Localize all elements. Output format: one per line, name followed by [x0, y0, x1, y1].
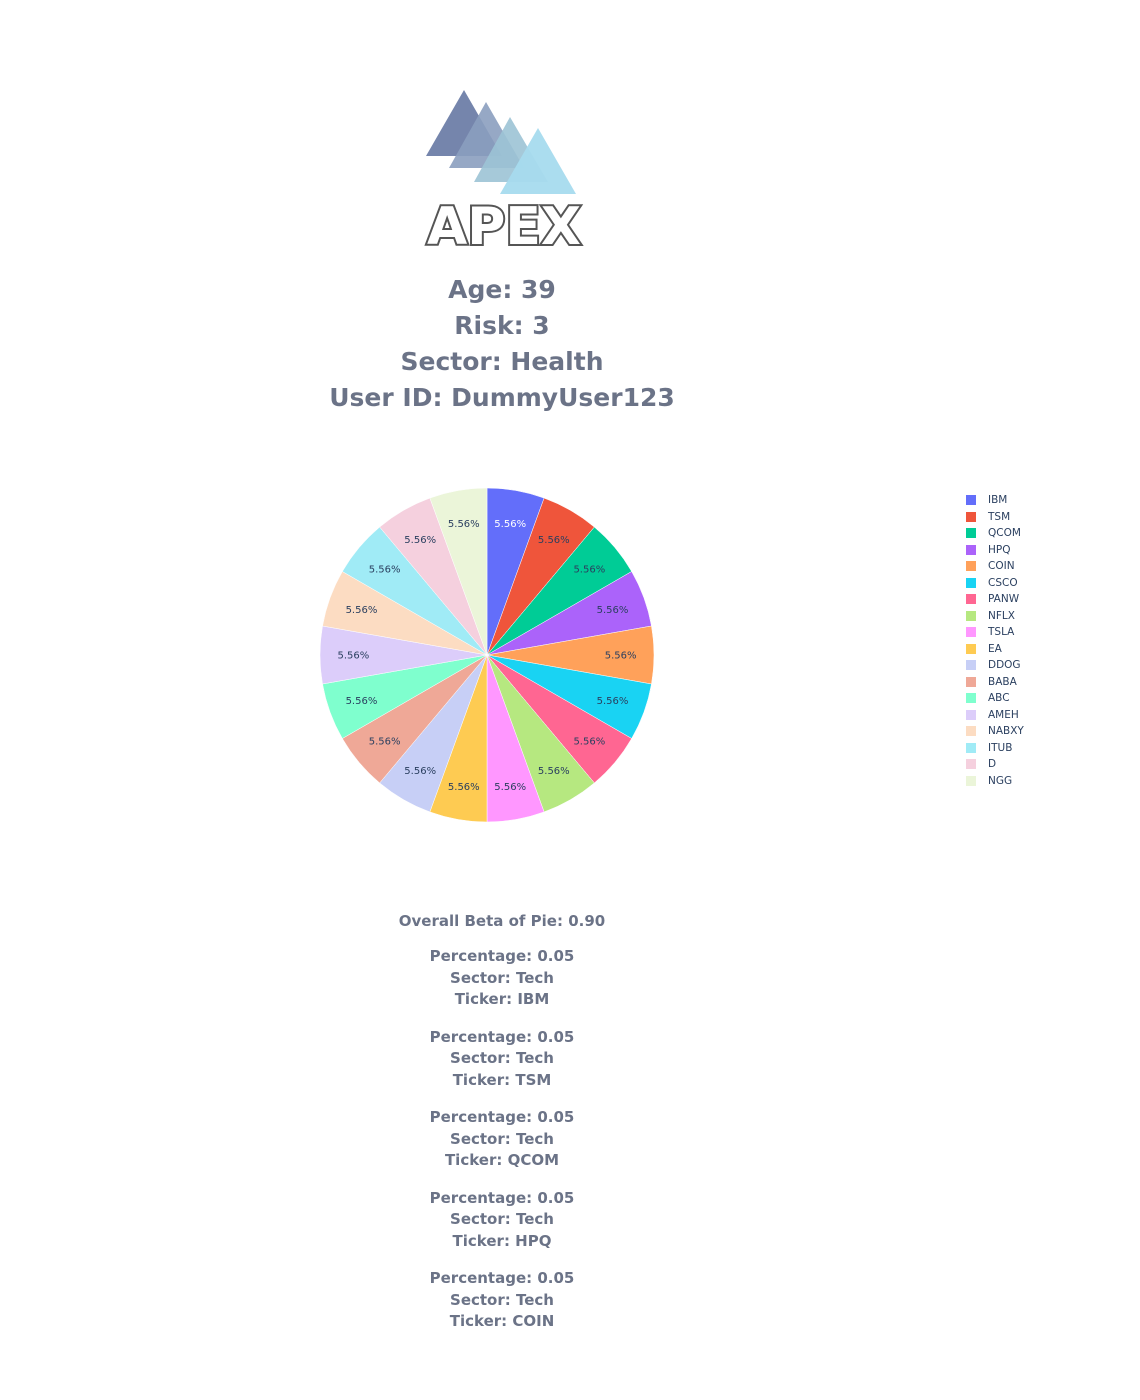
legend-swatch: [966, 611, 976, 621]
legend-item-qcom[interactable]: [966, 525, 1086, 542]
legend-item-itub[interactable]: [966, 740, 1086, 757]
chart-legend[interactable]: [966, 492, 1086, 789]
legend-swatch: [966, 776, 976, 786]
holding-sector: Sector: Tech: [450, 1210, 554, 1228]
legend-label: DDOG: [988, 659, 1021, 672]
holding-sector: Sector: Tech: [450, 1129, 554, 1148]
legend-swatch: [966, 627, 976, 637]
pie-slice-label: 5.56%: [345, 604, 378, 616]
holding-ticker: Ticker: HPQ: [452, 1231, 552, 1250]
legend-swatch: [966, 578, 976, 588]
pie-slice-label: 5.56%: [596, 696, 629, 708]
pie-slice-label: 5.56%: [345, 696, 378, 708]
profile-user-id: User ID: DummyUser123: [329, 383, 675, 412]
legend-label: TSM: [988, 510, 1011, 523]
legend-item-tsm[interactable]: [966, 509, 1086, 526]
holding-percentage: Percentage: 0.05: [429, 1108, 575, 1126]
legend-item-panw[interactable]: [966, 591, 1086, 608]
holding-ticker: Ticker: QCOM: [444, 1151, 560, 1169]
pie-slice-label: 5.56%: [494, 782, 527, 794]
legend-label: NABXY: [988, 725, 1024, 738]
holding-sector: Sector: Tech: [450, 1049, 554, 1067]
legend-item-baba[interactable]: [966, 674, 1086, 691]
legend-item-ddog[interactable]: [966, 657, 1086, 674]
legend-label: PANW: [988, 593, 1020, 606]
portfolio-pie-chart[interactable]: [310, 478, 664, 832]
holding-item: [0, 1268, 1004, 1333]
profile-summary: [0, 272, 1004, 416]
legend-swatch: [966, 545, 976, 555]
legend-swatch: [966, 644, 976, 654]
pie-slice-label: 5.56%: [573, 564, 606, 576]
holding-ticker: Ticker: COIN: [449, 1312, 555, 1330]
holding-item: [0, 1188, 1004, 1253]
pie-slice-label: 5.56%: [368, 736, 401, 748]
legend-item-ameh[interactable]: [966, 707, 1086, 724]
legend-label: NFLX: [988, 609, 1015, 622]
legend-item-d[interactable]: [966, 756, 1086, 773]
pie-slice-label: 5.56%: [537, 766, 570, 778]
legend-label: QCOM: [988, 527, 1021, 540]
holding-item: [0, 946, 1004, 1011]
pie-slice-label: 5.56%: [404, 766, 437, 778]
legend-swatch: [966, 759, 976, 769]
legend-label: TSLA: [988, 626, 1015, 639]
legend-item-ngg[interactable]: [966, 773, 1086, 790]
legend-item-ea[interactable]: [966, 641, 1086, 658]
pie-slice-label: 5.56%: [573, 736, 606, 748]
holding-percentage: Percentage: 0.05: [429, 1269, 575, 1287]
legend-item-tsla[interactable]: [966, 624, 1086, 641]
legend-item-coin[interactable]: [966, 558, 1086, 575]
holding-item: [0, 1107, 1004, 1172]
pie-slice-label: 5.56%: [447, 518, 480, 530]
legend-swatch: [966, 528, 976, 538]
legend-swatch: [966, 512, 976, 522]
pie-slice-label: 5.56%: [447, 782, 480, 794]
legend-label: IBM: [988, 494, 1008, 507]
profile-age: Age: 39: [448, 275, 556, 304]
pie-slice-label: 5.56%: [404, 534, 437, 546]
holding-percentage: Percentage: 0.05: [429, 1188, 575, 1207]
holding-item: [0, 1027, 1004, 1092]
pie-slice-label: 5.56%: [337, 650, 370, 662]
overall-beta: Overall Beta of Pie: 0.90: [398, 912, 606, 930]
pie-slice-label: 5.56%: [537, 534, 570, 546]
legend-label: D: [988, 758, 997, 771]
legend-swatch: [966, 726, 976, 736]
legend-swatch: [966, 710, 976, 720]
legend-swatch: [966, 693, 976, 703]
profile-risk: Risk: 3: [454, 311, 550, 340]
legend-label: ITUB: [988, 741, 1013, 754]
legend-swatch: [966, 594, 976, 604]
holding-sector: Sector: Tech: [450, 968, 554, 987]
legend-swatch: [966, 660, 976, 670]
pie-slice-label: 5.56%: [494, 518, 527, 530]
legend-label: AMEH: [988, 708, 1019, 721]
legend-swatch: [966, 495, 976, 505]
legend-label: EA: [988, 642, 1002, 655]
logo-wordmark: APEX: [427, 197, 581, 250]
legend-label: BABA: [988, 675, 1017, 688]
legend-item-abc[interactable]: [966, 690, 1086, 707]
holding-ticker: Ticker: IBM: [454, 990, 550, 1008]
legend-item-nflx[interactable]: [966, 608, 1086, 625]
legend-label: NGG: [988, 774, 1013, 787]
legend-swatch: [966, 743, 976, 753]
legend-label: HPQ: [988, 543, 1011, 556]
holding-percentage: Percentage: 0.05: [429, 1027, 575, 1046]
holding-ticker: Ticker: TSM: [452, 1070, 552, 1089]
legend-item-ibm[interactable]: [966, 492, 1086, 509]
legend-item-csco[interactable]: [966, 575, 1086, 592]
portfolio-details: [0, 910, 1004, 1349]
holding-percentage: Percentage: 0.05: [429, 947, 575, 965]
legend-swatch: [966, 677, 976, 687]
legend-label: CSCO: [988, 576, 1018, 589]
pie-slice-label: 5.56%: [596, 604, 629, 616]
holdings-list: [0, 946, 1004, 1333]
pie-slice-label: 5.56%: [604, 650, 637, 662]
legend-label: ABC: [988, 692, 1010, 705]
holding-sector: Sector: Tech: [450, 1290, 554, 1309]
pie-slice-label: 5.56%: [368, 564, 401, 576]
legend-label: COIN: [988, 560, 1015, 573]
profile-sector: Sector: Health: [400, 347, 604, 376]
apex-logo: [420, 84, 590, 250]
legend-item-nabxy[interactable]: [966, 723, 1086, 740]
legend-swatch: [966, 561, 976, 571]
legend-item-hpq[interactable]: [966, 542, 1086, 559]
